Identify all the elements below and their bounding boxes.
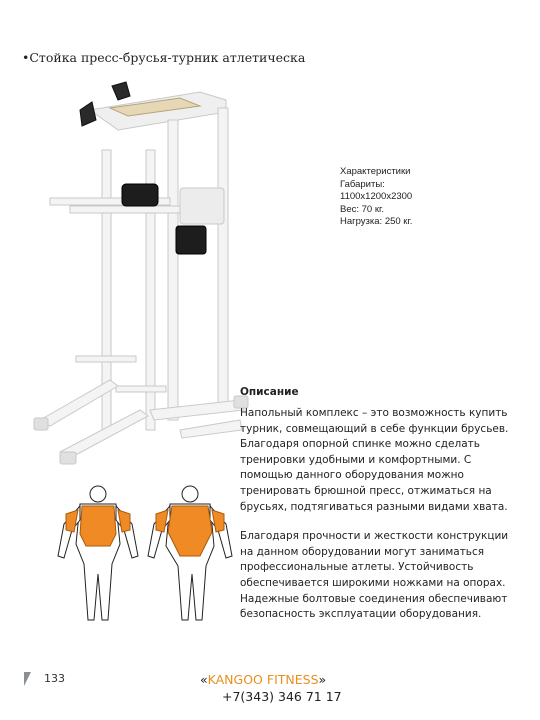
page-title: •Стойка пресс-брусья-турник атлетическа — [22, 50, 306, 65]
page-number: 133 — [44, 672, 65, 685]
brand-name — [200, 672, 326, 687]
front-figure — [58, 486, 138, 620]
back-figure — [148, 486, 232, 620]
description-body — [240, 406, 518, 637]
specs-dimensions-value: 1100х1200х2300 — [340, 191, 413, 202]
phone-number: +7(343) 346 71 17 — [222, 689, 342, 704]
description-paragraph-1: Напольный комплекс – это возможность купить турник, совмещающий в себе функции брусьев. Благодаря опорной спинке можно сделать тренировки удобными и комфортными. С помощью данного оборудования можно тренировать брюшной пресс, отжиматься на брусьях, подтягиваться разными видами хвата. — [240, 407, 509, 513]
description-paragraph-2: Благодаря прочности и жесткости конструкции на данном оборудовании могут заниматься профессиональные атлеты. Устойчивость обеспечивается широкими ножками на опорах. Надежные болтовые соединения обеспечивают безопасность эксплуатации оборудования. — [240, 530, 509, 621]
specs-heading: Характеристики — [340, 166, 411, 177]
specifications — [340, 166, 412, 229]
brand-label: KANGOO FITNESS — [207, 672, 319, 687]
brand-quote-close: » — [318, 672, 327, 687]
specs-dimensions-label: Габариты: — [340, 178, 385, 190]
power-tower-image — [30, 80, 260, 480]
brand-quote-open: « — [200, 672, 208, 687]
muscle-diagram-image — [50, 484, 240, 624]
triangle-marker-icon — [24, 672, 31, 686]
description-heading: Описание — [240, 386, 299, 398]
specs-load: Нагрузка: 250 кг. — [340, 216, 413, 227]
specs-weight: Вес: 70 кг. — [340, 203, 384, 215]
